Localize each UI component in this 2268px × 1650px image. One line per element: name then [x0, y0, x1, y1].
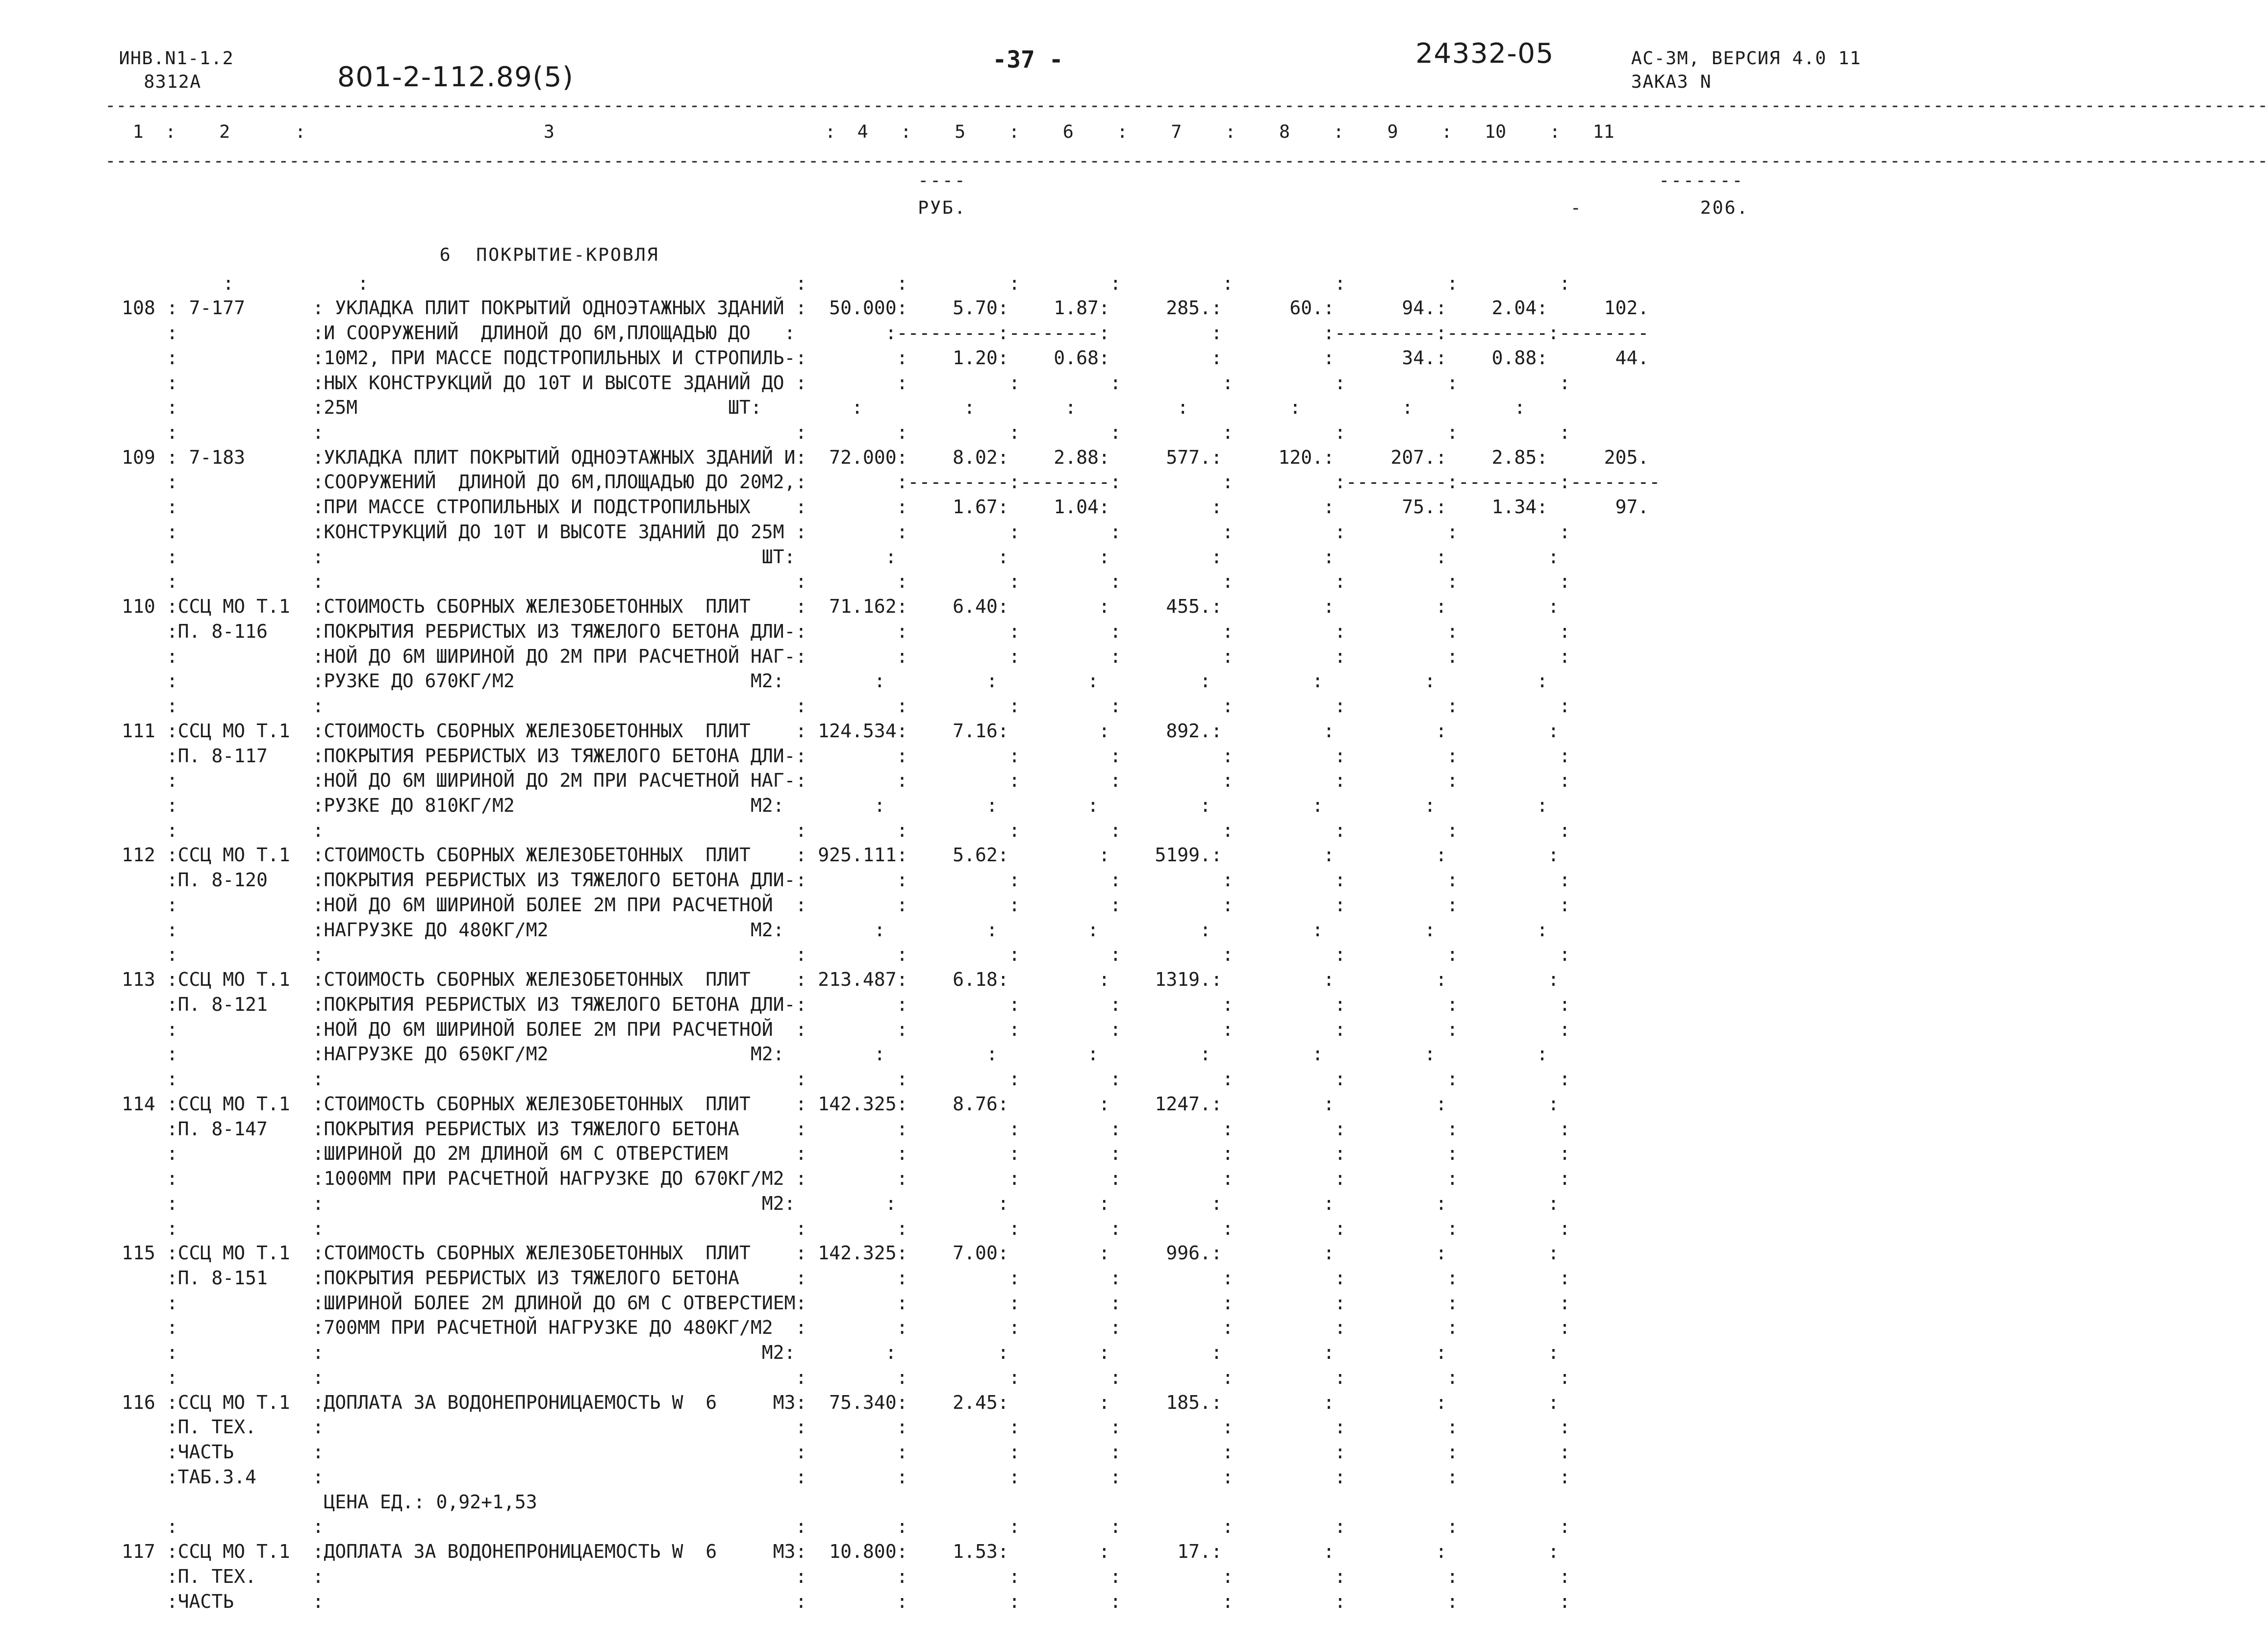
- row-line: 110 :ССЦ МО Т.1 :СТОИМОСТЬ СБОРНЫХ ЖЕЛЕЗОБЕТОННЫХ ПЛИТ : 71.162: 6.40: : 455.: : : :: [122, 596, 1560, 618]
- row-line: : :ШИРИНОЙ ДО 2М ДЛИНОЙ 6М С ОТВЕРСТИЕМ : : : : : : : :: [122, 1143, 1570, 1165]
- row-line: : :1000ММ ПРИ РАСЧЕТНОЙ НАГРУЗКЕ ДО 670КГ/М2 : : : : : : : :: [122, 1168, 1570, 1190]
- subtotal-currency-label: РУБ.: [918, 197, 967, 218]
- row-line: 115 :ССЦ МО Т.1 :СТОИМОСТЬ СБОРНЫХ ЖЕЛЕЗОБЕТОННЫХ ПЛИТ : 142.325: 7.00: : 996.: : : :: [122, 1242, 1560, 1264]
- table-row: [122, 1514, 1660, 1614]
- row-line: : : : : : : : : : :: [122, 422, 1570, 443]
- table-row: [122, 420, 1660, 569]
- table-row: [122, 818, 1660, 943]
- row-line: : : : : : : : : : :: [122, 1366, 1570, 1388]
- table-row: [122, 942, 1660, 1067]
- row-line: :П. 8-117 :ПОКРЫТИЯ РЕБРИСТЫХ ИЗ ТЯЖЕЛОГО БЕТОНА ДЛИ-: : : : : : : :: [122, 745, 1570, 767]
- row-line: :П. ТЕХ. : : : : : : : : :: [122, 1565, 1570, 1587]
- row-line: :П. 8-116 :ПОКРЫТИЯ РЕБРИСТЫХ ИЗ ТЯЖЕЛОГО БЕТОНА ДЛИ-: : : : : : : :: [122, 620, 1570, 642]
- row-line: :П. 8-151 :ПОКРЫТИЯ РЕБРИСТЫХ ИЗ ТЯЖЕЛОГО БЕТОНА : : : : : : : :: [122, 1267, 1570, 1289]
- row-line: : : : : : : : : : :: [122, 695, 1570, 717]
- row-line: :ЧАСТЬ : : : : : : : : :: [122, 1441, 1570, 1463]
- row-line: :ЧАСТЬ : : : : : : : : :: [122, 1590, 1570, 1612]
- table-row: [122, 569, 1660, 694]
- row-line: : : М2: : : : : : : :: [122, 1342, 1560, 1364]
- page-number: -37 -: [992, 46, 1063, 74]
- inventory-code: 8312А: [144, 71, 202, 93]
- row-line: : : : : : : : : : :: [122, 1516, 1570, 1538]
- row-line: : : : : : : : : : :: [122, 272, 1570, 294]
- row-line: 109 : 7-183 :УКЛАДКА ПЛИТ ПОКРЫТИЙ ОДНОЭТАЖНЫХ ЗДАНИЙ И: 72.000: 8.02: 2.88: 577.: 120.: 207.: 2.85: 205.: [122, 446, 1649, 468]
- row-line: : :И СООРУЖЕНИЙ ДЛИНОЙ ДО 6М,ПЛОЩАДЬЮ ДО : :---------:--------: : :---------:---------:--------: [122, 322, 1649, 344]
- row-line: : : : : : : : : : :: [122, 571, 1570, 593]
- order-number: ЗАКАЗ N: [1631, 71, 1712, 93]
- table-row: [122, 694, 1660, 818]
- row-line: : : : : : : : : : :: [122, 944, 1570, 966]
- row-line: : : : : : : : : : :: [122, 1217, 1570, 1239]
- document-stamp-number: 24332-05: [1415, 37, 1554, 70]
- row-line: : :ШИРИНОЙ БОЛЕЕ 2М ДЛИНОЙ ДО 6М С ОТВЕРСТИЕМ: : : : : : : :: [122, 1292, 1570, 1314]
- row-line: : : : : : : : : : :: [122, 819, 1570, 841]
- inventory-number: ИНВ.N1-1.2: [119, 48, 234, 69]
- table-row: [122, 1216, 1660, 1365]
- row-line: 117 :ССЦ МО Т.1 :ДОПЛАТА ЗА ВОДОНЕПРОНИЦАЕМОСТЬ W 6 М3: 10.800: 1.53: : 17.: : : :: [122, 1541, 1560, 1563]
- section-title: 6 ПОКРЫТИЕ-КРОВЛЯ: [439, 244, 659, 265]
- row-line: : :НОЙ ДО 6М ШИРИНОЙ БОЛЕЕ 2М ПРИ РАСЧЕТНОЙ : : : : : : : :: [122, 894, 1570, 916]
- row-line: : :700ММ ПРИ РАСЧЕТНОЙ НАГРУЗКЕ ДО 480КГ/М2 : : : : : : : :: [122, 1317, 1570, 1339]
- row-line: : :НОЙ ДО 6М ШИРИНОЙ БОЛЕЕ 2М ПРИ РАСЧЕТНОЙ : : : : : : : :: [122, 1018, 1570, 1040]
- unit-price-note: ЦЕНА ЕД.: 0,92+1,53: [122, 1491, 537, 1513]
- subtotal-dashes-left: ----: [918, 169, 967, 191]
- bottom-rule: --------------------------------------------------------------------------------------------------------------------------------------------------------------------------------------------------------: [105, 150, 2268, 172]
- subtotal-value: 206.: [1700, 197, 1749, 218]
- row-line: : :10М2, ПРИ МАССЕ ПОДСТРОПИЛЬНЫХ И СТРОПИЛЬ-: : 1.20: 0.68: : : 34.: 0.88: 44.: [122, 347, 1649, 369]
- row-line: : :НОЙ ДО 6М ШИРИНОЙ ДО 2М ПРИ РАСЧЕТНОЙ НАГ-: : : : : : : :: [122, 645, 1570, 667]
- row-line: : : ШТ: : : : : : : :: [122, 546, 1560, 568]
- row-line: :П. ТЕХ. : : : : : : : : :: [122, 1416, 1570, 1438]
- row-line: :П. 8-121 :ПОКРЫТИЯ РЕБРИСТЫХ ИЗ ТЯЖЕЛОГО БЕТОНА ДЛИ-: : : : : : : :: [122, 993, 1570, 1015]
- table-row: [122, 1067, 1660, 1216]
- row-line: : : М2: : : : : : : :: [122, 1192, 1560, 1214]
- row-line: 116 :ССЦ МО Т.1 :ДОПЛАТА ЗА ВОДОНЕПРОНИЦАЕМОСТЬ W 6 М3: 75.340: 2.45: : 185.: : : :: [122, 1391, 1560, 1413]
- row-line: : :25М ШТ: : : : : : : :: [122, 397, 1526, 419]
- estimate-rows: [122, 271, 1660, 1614]
- row-line: 111 :ССЦ МО Т.1 :СТОИМОСТЬ СБОРНЫХ ЖЕЛЕЗОБЕТОННЫХ ПЛИТ : 124.534: 7.16: : 892.: : : :: [122, 720, 1560, 742]
- subtotal-dashes-right: -------: [1659, 169, 1744, 191]
- row-line: : :ПРИ МАССЕ СТРОПИЛЬНЫХ И ПОДСТРОПИЛЬНЫХ : : 1.67: 1.04: : : 75.: 1.34: 97.: [122, 496, 1649, 518]
- subtotal-dash: -: [1570, 197, 1583, 218]
- column-number-row: 1 : 2 : 3 : 4 : 5 : 6 : 7 : 8 : 9 : 10 : 11: [132, 121, 1614, 142]
- row-line: : :СООРУЖЕНИЙ ДЛИНОЙ ДО 6М,ПЛОЩАДЬЮ ДО 20М2,: :---------:--------: : :---------:---------:--------: [122, 471, 1661, 493]
- row-line: : : : : : : : : : :: [122, 1068, 1570, 1090]
- row-line: :ТАБ.3.4 : : : : : : : : :: [122, 1466, 1570, 1488]
- row-line: : :НЫХ КОНСТРУКЦИЙ ДО 10Т И ВЫСОТЕ ЗДАНИЙ ДО : : : : : : : :: [122, 372, 1570, 394]
- table-row: [122, 271, 1660, 420]
- row-line: : :НАГРУЗКЕ ДО 650КГ/М2 М2: : : : : : : :: [122, 1043, 1548, 1065]
- row-line: 114 :ССЦ МО Т.1 :СТОИМОСТЬ СБОРНЫХ ЖЕЛЕЗОБЕТОННЫХ ПЛИТ : 142.325: 8.76: : 1247.: : : :: [122, 1093, 1560, 1115]
- row-line: 112 :ССЦ МО Т.1 :СТОИМОСТЬ СБОРНЫХ ЖЕЛЕЗОБЕТОННЫХ ПЛИТ : 925.111: 5.62: : 5199.: : : :: [122, 844, 1560, 866]
- project-code: 801-2-112.89(5): [337, 61, 574, 93]
- top-rule: --------------------------------------------------------------------------------------------------------------------------------------------------------------------------------------------------------: [105, 95, 2268, 116]
- row-line: : :РУЗКЕ ДО 810КГ/М2 М2: : : : : : : :: [122, 795, 1548, 817]
- row-line: : :НАГРУЗКЕ ДО 480КГ/М2 М2: : : : : : : :: [122, 919, 1548, 941]
- row-line: 108 : 7-177 : УКЛАДКА ПЛИТ ПОКРЫТИЙ ОДНОЭТАЖНЫХ ЗДАНИЙ : 50.000: 5.70: 1.87: 285.: 60.: 94.: 2.04: 102.: [122, 297, 1649, 319]
- row-line: 113 :ССЦ МО Т.1 :СТОИМОСТЬ СБОРНЫХ ЖЕЛЕЗОБЕТОННЫХ ПЛИТ : 213.487: 6.18: : 1319.: : : :: [122, 969, 1560, 991]
- row-line: : :РУЗКЕ ДО 670КГ/М2 М2: : : : : : : :: [122, 670, 1548, 692]
- row-line: :П. 8-120 :ПОКРЫТИЯ РЕБРИСТЫХ ИЗ ТЯЖЕЛОГО БЕТОНА ДЛИ-: : : : : : : :: [122, 869, 1570, 891]
- table-row: [122, 1365, 1660, 1514]
- program-version: АС-3М, ВЕРСИЯ 4.0 11: [1631, 48, 1862, 69]
- row-line: :П. 8-147 :ПОКРЫТИЯ РЕБРИСТЫХ ИЗ ТЯЖЕЛОГО БЕТОНА : : : : : : : :: [122, 1118, 1570, 1140]
- row-line: : :КОНСТРУКЦИЙ ДО 10Т И ВЫСОТЕ ЗДАНИЙ ДО 25М : : : : : : : :: [122, 521, 1570, 543]
- row-line: : :НОЙ ДО 6М ШИРИНОЙ ДО 2М ПРИ РАСЧЕТНОЙ НАГ-: : : : : : : :: [122, 770, 1570, 792]
